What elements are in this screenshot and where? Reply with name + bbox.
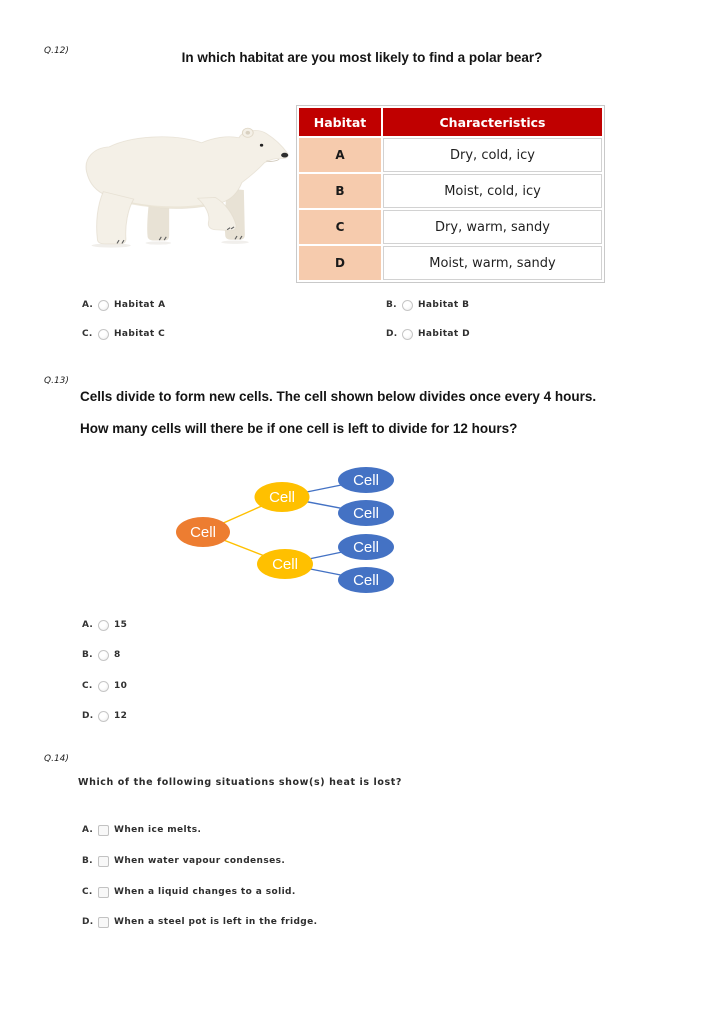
radio-button-icon[interactable] [402,329,413,340]
table-row [299,174,602,208]
radio-button-icon[interactable] [98,329,109,340]
q12-option-a[interactable] [82,299,166,311]
option-letter: B. [82,650,93,660]
checkbox-icon[interactable] [98,917,109,928]
option-letter: B. [386,300,397,310]
option-letter: C. [82,887,93,897]
option-label[interactable]: When a steel pot is left in the fridge. [114,917,318,927]
option-label[interactable]: When a liquid changes to a solid. [114,887,296,897]
option-letter: D. [82,711,94,721]
cell-node-label: Cell [353,472,379,489]
question-12-title: In which habitat are you most likely to find a polar bear? [181,50,543,65]
bear-eye [260,144,263,147]
option-letter: D. [82,917,94,927]
q12-option-b[interactable] [386,299,469,311]
habitat-key: C [299,210,381,244]
table-header-habitat: Habitat [299,108,381,136]
question-14-title: Which of the following situations show(s) heat is lost? [78,777,403,788]
option-letter: C. [82,329,93,339]
habitat-key: B [299,174,381,208]
option-letter: B. [82,856,93,866]
option-letter: A. [82,300,94,310]
q12-option-c[interactable] [82,328,165,340]
habitat-key: A [299,138,381,172]
table-header-row [299,108,602,136]
option-letter: D. [386,329,398,339]
question-12-number: Q.12) [44,46,69,56]
habitat-value: Moist, warm, sandy [383,246,602,280]
option-label[interactable]: When ice melts. [114,825,202,835]
option-label[interactable]: When water vapour condenses. [114,856,286,866]
q14-option-a[interactable] [82,824,201,836]
cell-node-label: Cell [269,489,295,506]
q13-option-a[interactable] [82,619,127,631]
cell-node-label: Cell [353,572,379,589]
habitat-key: D [299,246,381,280]
habitat-value: Dry, warm, sandy [383,210,602,244]
option-label[interactable]: 10 [114,681,128,691]
radio-button-icon[interactable] [98,620,109,631]
q13-option-c[interactable] [82,680,127,692]
option-label[interactable]: 8 [114,650,121,660]
question-13-line2: How many cells will there be if one cell is left to divide for 12 hours? [80,421,518,436]
radio-button-icon[interactable] [98,681,109,692]
option-label[interactable]: 15 [114,620,128,630]
question-14-number: Q.14) [44,754,69,764]
q13-option-d[interactable] [82,710,127,722]
radio-button-icon[interactable] [98,711,109,722]
bear-nose [281,153,288,158]
option-letter: A. [82,825,94,835]
option-label[interactable]: Habitat B [418,300,470,310]
cell-node-label: Cell [190,524,216,541]
polar-bear-illustration [62,122,294,248]
table-header-characteristics: Characteristics [383,108,602,136]
cell-node-label: Cell [353,539,379,556]
checkbox-icon[interactable] [98,887,109,898]
polar-bear-image [62,122,294,252]
q14-option-b[interactable] [82,855,285,867]
question-13-line1: Cells divide to form new cells. The cell shown below divides once every 4 hours. [80,389,597,404]
checkbox-icon[interactable] [98,856,109,867]
option-label[interactable]: 12 [114,711,128,721]
cell-division-diagram [168,458,403,602]
table-row [299,246,602,280]
habitat-value: Dry, cold, icy [383,138,602,172]
option-letter: A. [82,620,94,630]
option-label[interactable]: Habitat C [114,329,166,339]
radio-button-icon[interactable] [98,650,109,661]
radio-button-icon[interactable] [98,300,109,311]
table-row [299,138,602,172]
q14-option-d[interactable] [82,916,317,928]
option-letter: C. [82,681,93,691]
cell-node-label: Cell [353,505,379,522]
q14-option-c[interactable] [82,886,296,898]
habitat-value: Moist, cold, icy [383,174,602,208]
habitat-table [296,105,605,283]
q13-option-b[interactable] [82,649,121,661]
checkbox-icon[interactable] [98,825,109,836]
question-13-number: Q.13) [44,376,69,386]
option-label[interactable]: Habitat A [114,300,166,310]
table-row [299,210,602,244]
cell-node-label: Cell [272,556,298,573]
option-label[interactable]: Habitat D [418,329,471,339]
q12-option-d[interactable] [386,328,470,340]
radio-button-icon[interactable] [402,300,413,311]
